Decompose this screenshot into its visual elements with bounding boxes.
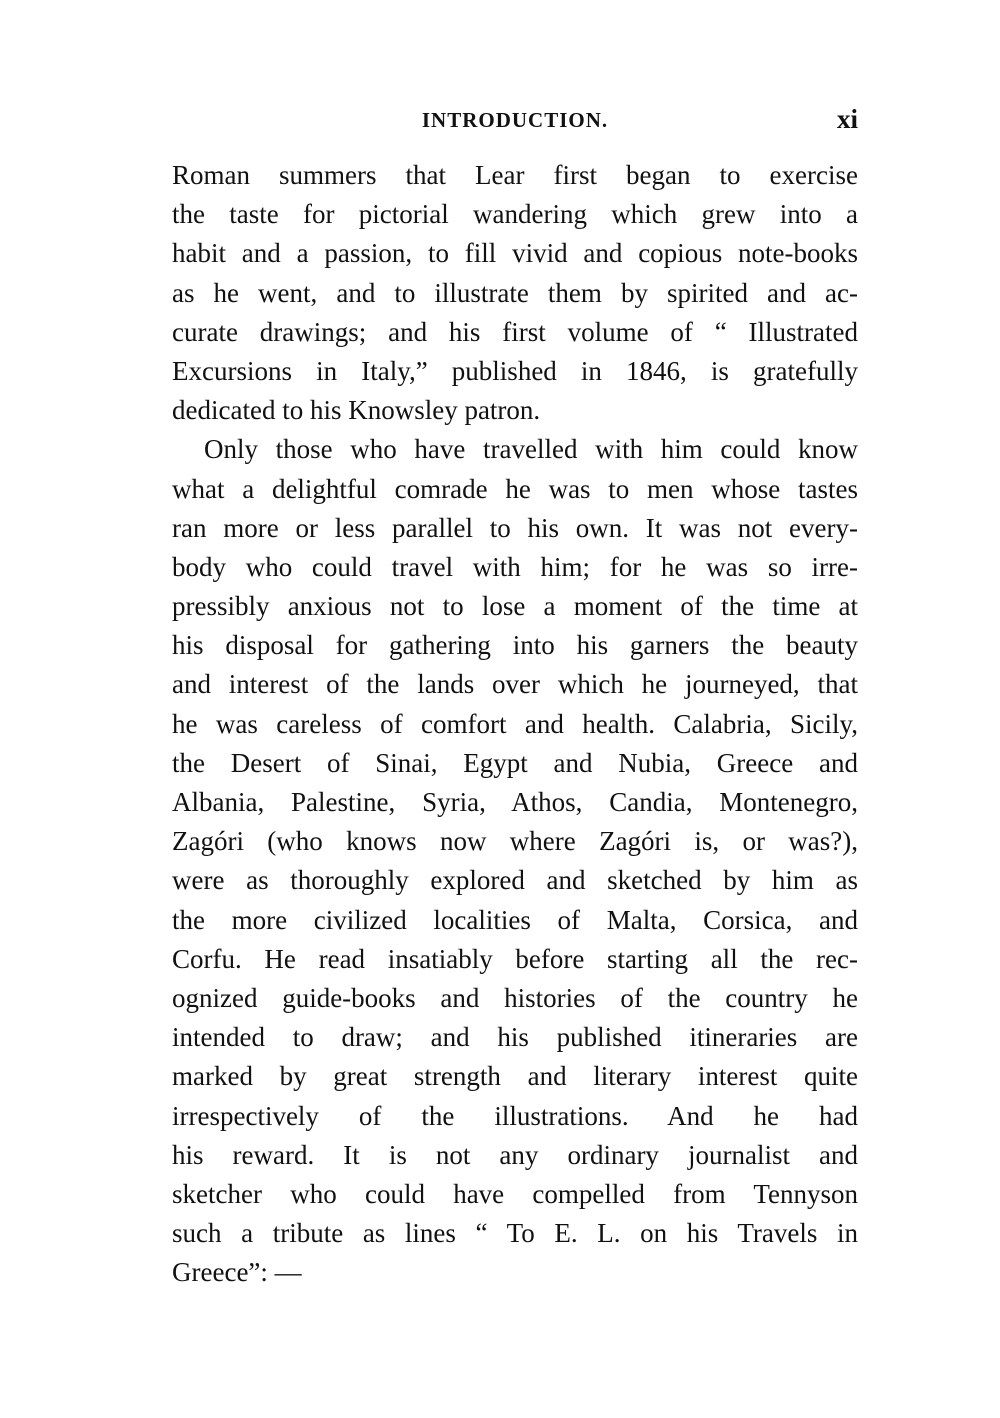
text-line: the taste for pictorial wandering which grew into a (172, 199, 858, 230)
text-line: body who could travel with him; for he was so irre- (172, 551, 858, 582)
text-line: Excursions in Italy,” published in 1846, is gratefully (172, 355, 858, 386)
text-line: Only those who have travelled with him could know (204, 434, 858, 465)
text-line: ognized guide-books and histories of the country he (172, 982, 858, 1013)
text-line: marked by great strength and literary interest quite (172, 1061, 858, 1092)
text-line: were as thoroughly explored and sketched by him as (172, 865, 858, 896)
text-line: his disposal for gathering into his garners the beauty (172, 630, 858, 661)
text-line: Greece”: — (172, 1257, 302, 1288)
text-line: as he went, and to illustrate them by spirited and ac- (172, 277, 858, 308)
paragraph-2 (172, 430, 858, 1292)
text-line: Roman summers that Lear first began to exercise (172, 160, 858, 190)
text-line: pressibly anxious not to lose a moment of the time at (172, 591, 858, 622)
text-line: curate drawings; and his first volume of “ Illustrated (172, 316, 858, 347)
text-line: Corfu. He read insatiably before starting all the rec- (172, 943, 858, 974)
text-line: intended to draw; and his published itineraries are (172, 1022, 858, 1053)
text-line: he was careless of comfort and health. Calabria, Sicily, (172, 708, 858, 739)
running-title: INTRODUCTION. (421, 108, 609, 132)
text-line: dedicated to his Knowsley patron. (172, 395, 541, 426)
text-line: what a delightful comrade he was to men whose tastes (172, 473, 858, 504)
paragraph-1 (172, 156, 858, 430)
text-line: habit and a passion, to fill vivid and copious note-books (172, 238, 858, 269)
text-line: Zagóri (who knows now where Zagóri is, or was?), (172, 826, 858, 857)
text-line: irrespectively of the illustrations. And he had (172, 1100, 858, 1131)
text-line: the Desert of Sinai, Egypt and Nubia, Greece and (172, 747, 858, 778)
running-head (170, 104, 860, 140)
text-line: ran more or less parallel to his own. It was not every- (172, 512, 858, 543)
text-line: such a tribute as lines “ To E. L. on his Travels in (172, 1218, 858, 1249)
text-line: and interest of the lands over which he journeyed, that (172, 669, 858, 700)
text-line: sketcher who could have compelled from Tennyson (172, 1178, 858, 1209)
page-number: xi (836, 104, 858, 134)
text-line: Albania, Palestine, Syria, Athos, Candia, Montenegro, (172, 787, 858, 817)
text-line: his reward. It is not any ordinary journalist and (172, 1139, 858, 1170)
text-line: the more civilized localities of Malta, Corsica, and (172, 904, 858, 935)
body-text (172, 156, 858, 1292)
